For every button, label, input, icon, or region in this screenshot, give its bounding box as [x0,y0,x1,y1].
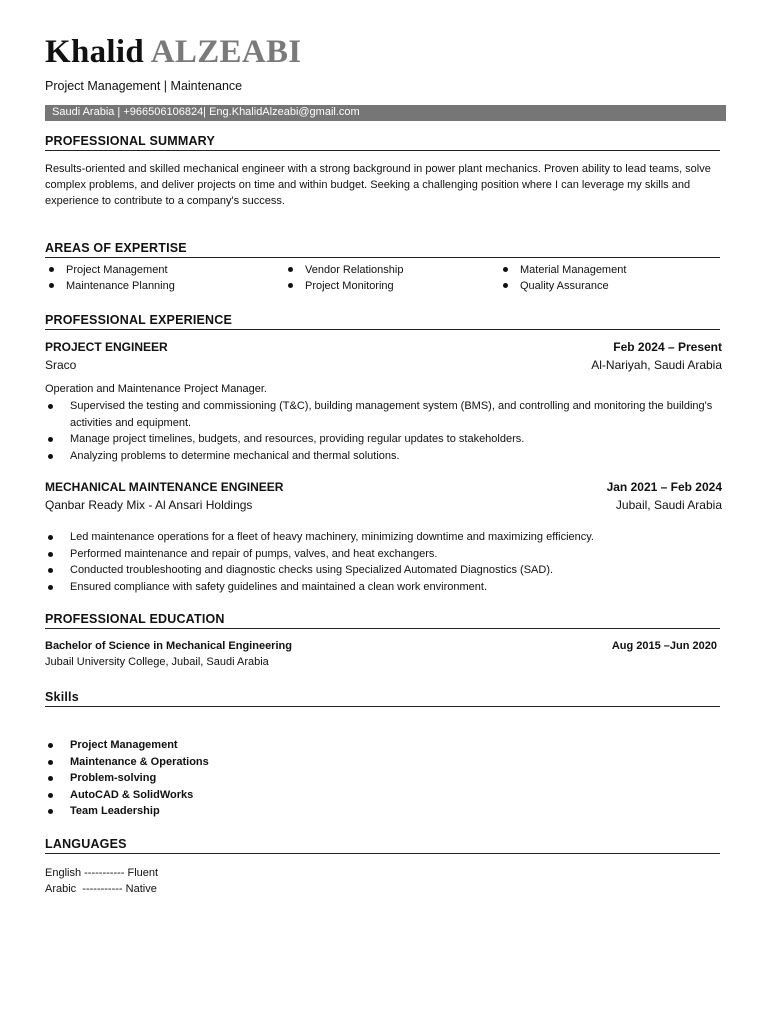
list-item: Project Management [45,737,720,754]
education-heading: PROFESSIONAL EDUCATION [45,612,720,629]
bullet-icon [503,267,508,272]
list-item: AutoCAD & SolidWorks [45,787,720,804]
job-company: Sraco [45,358,77,372]
list-item: Project Monitoring [288,280,394,292]
list-item: Maintenance & Operations [45,754,720,771]
expertise-heading: AREAS OF EXPERTISE [45,241,720,258]
job-location: Jubail, Saudi Arabia [615,498,722,512]
list-item: Maintenance Planning [49,280,175,292]
list-item: Vendor Relationship [288,264,403,276]
education-degree: Bachelor of Science in Mechanical Engineering [45,640,292,652]
job-dates: Feb 2024 – Present [613,340,722,354]
summary-heading: PROFESSIONAL SUMMARY [45,134,720,151]
list-item: Team Leadership [45,803,720,820]
experience-heading: PROFESSIONAL EXPERIENCE [45,313,720,330]
list-item: Problem-solving [45,770,720,787]
job-title: PROJECT ENGINEER [45,340,168,354]
list-item: Analyzing problems to determine mechanical and thermal solutions. [45,448,720,465]
job-title: MECHANICAL MAINTENANCE ENGINEER [45,480,284,494]
list-item: Supervised the testing and commissioning (T&C), building management system (BMS), and controlling and monitoring the building's activities and equipment. [45,398,720,431]
bullet-icon [49,267,54,272]
list-item: Performed maintenance and repair of pumps, valves, and heat exchangers. [45,546,720,563]
contact-info: Saudi Arabia | +966506106824| Eng.KhalidAlzeabi@gmail.com [52,106,360,118]
list-item: Ensured compliance with safety guidelines and maintained a clean work environment. [45,579,720,596]
bullet-icon [503,283,508,288]
language-english: English ----------- Fluent [45,867,159,879]
job-company: Qanbar Ready Mix - Al Ansari Holdings [45,498,253,512]
language-arabic: Arabic ----------- Native [45,883,157,895]
last-name: ALZEABI [150,34,302,70]
list-item: Led maintenance operations for a fleet of heavy machinery, minimizing downtime and maximizing efficiency. [45,529,720,546]
candidate-subtitle: Project Management | Maintenance [45,79,243,93]
list-item: Conducted troubleshooting and diagnostic checks using Specialized Automated Diagnostics (SAD). [45,562,720,579]
bullet-icon [49,283,54,288]
first-name: Khalid [45,34,145,70]
education-dates: Aug 2015 –Jun 2020 [611,640,717,652]
skills-list [45,737,720,820]
list-item: Project Management [49,264,168,276]
candidate-name [45,34,301,71]
job-location: Al-Nariyah, Saudi Arabia [591,358,722,372]
job-intro: Operation and Maintenance Project Manager. [45,383,267,395]
education-school: Jubail University College, Jubail, Saudi Arabia [45,656,269,668]
job-dates: Jan 2021 – Feb 2024 [606,480,722,494]
contact-bar [45,105,726,121]
summary-text: Results-oriented and skilled mechanical engineer with a strong background in power plant mechanics. Proven ability to lead teams, solve complex problems, and deliver projects on time and within budget. Seeking a challenging position where I can leverage my skills and experience to contribute to a company's success. [45,163,711,207]
bullet-icon [288,283,293,288]
list-item: Manage project timelines, budgets, and resources, providing regular updates to stakeholders. [45,431,720,448]
job-bullets [45,398,720,464]
list-item: Material Management [503,264,626,276]
skills-heading: Skills [45,690,720,707]
bullet-icon [288,267,293,272]
languages-heading: LANGUAGES [45,837,720,854]
list-item: Quality Assurance [503,280,609,292]
job-bullets [45,529,720,595]
